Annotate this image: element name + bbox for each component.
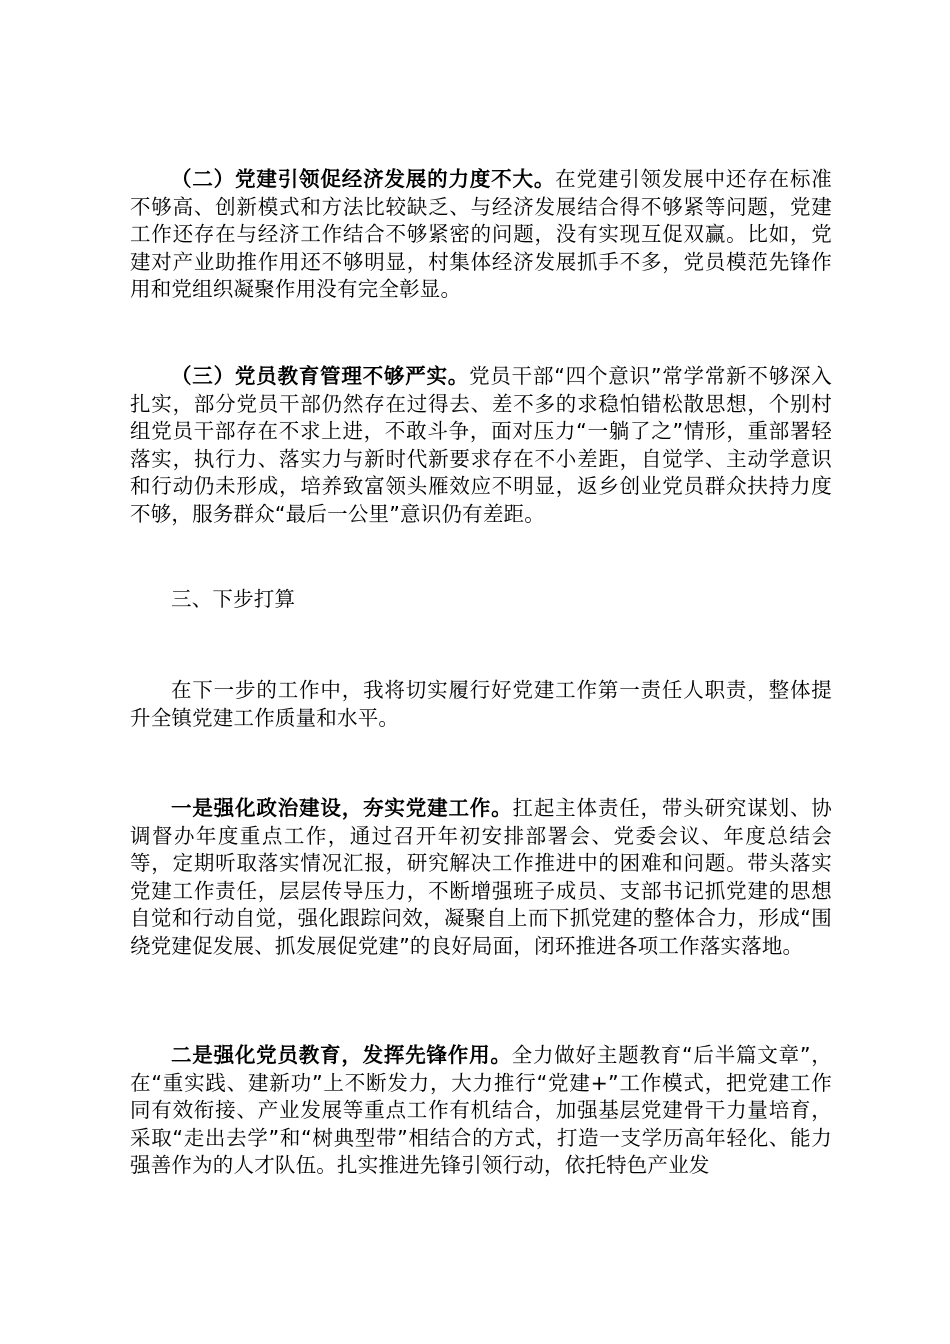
paragraph-next-steps-intro (130, 677, 832, 732)
paragraph-heading: （三）党员教育管理不够严实。 (171, 364, 470, 388)
paragraph-body: 在党建引领发展中还存在标准不够高、创新模式和方法比较缺乏、与经济发展结合得不够紧等问题，党建工作还存在与经济工作结合不够紧密的问题，没有实现互促双赢。比如，党建对产业助推作用还不够明显，村集体经济发展抓手不多，党员模范先锋作用和党组织凝聚作用没有完全彰显。 (130, 167, 832, 301)
paragraph-body: 全力做好主题教育“后半篇文章”，在“重实践、建新功”上不断发力，大力推行“党建+”工作模式，把党建工作同有效衔接、产业发展等重点工作有机结合，加强基层党建骨干力量培育，采取“走出去学”和“树典型带”相结合的方式，打造一支学历高年轻化、能力强善作为的人才队伍。扎实推进先锋引领行动，依托特色产业发 (130, 1043, 832, 1177)
paragraph-body: 扛起主体责任，带头研究谋划、协调督办年度重点工作，通过召开年初安排部署会、党委会议、年度总结会等，定期听取落实情况汇报，研究解决工作推进中的困难和问题。带头落实党建工作责任，层层传导压力，不断增强班子成员、支部书记抓党建的思想自觉和行动自觉，强化跟踪问效，凝聚自上而下抓党建的整体合力，形成“围绕党建促发展、抓发展促党建”的良好局面，闭环推进各项工作落实落地。 (130, 796, 833, 958)
section-heading-text: 三、下步打算 (171, 587, 296, 611)
section-heading-next-steps (130, 586, 832, 614)
paragraph-heading: （二）党建引领促经济发展的力度不大。 (171, 167, 556, 191)
paragraph-heading: 一是强化政治建设，夯实党建工作。 (171, 796, 513, 820)
paragraph-member-education-management (130, 363, 832, 528)
paragraph-political-construction (130, 795, 832, 960)
paragraph-member-education-vanguard (130, 1042, 832, 1180)
paragraph-party-building-economy (130, 166, 832, 304)
paragraph-body: 党员干部“四个意识”常学常新不够深入扎实，部分党员干部仍然存在过得去、差不多的求稳怕错松散思想，个别村组党员干部存在不求上进，不敢斗争，面对压力“一躺了之”情形，重部署轻落实，执行力、落实力与新时代新要求存在不小差距，自觉学、主动学意识和行动仍未形成，培养致富领头雁效应不明显，返乡创业党员群众扶持力度不够，服务群众“最后一公里”意识仍有差距。 (130, 364, 832, 526)
paragraph-body: 在下一步的工作中，我将切实履行好党建工作第一责任人职责，整体提升全镇党建工作质量和水平。 (130, 678, 832, 730)
paragraph-heading: 二是强化党员教育，发挥先锋作用。 (171, 1043, 512, 1067)
